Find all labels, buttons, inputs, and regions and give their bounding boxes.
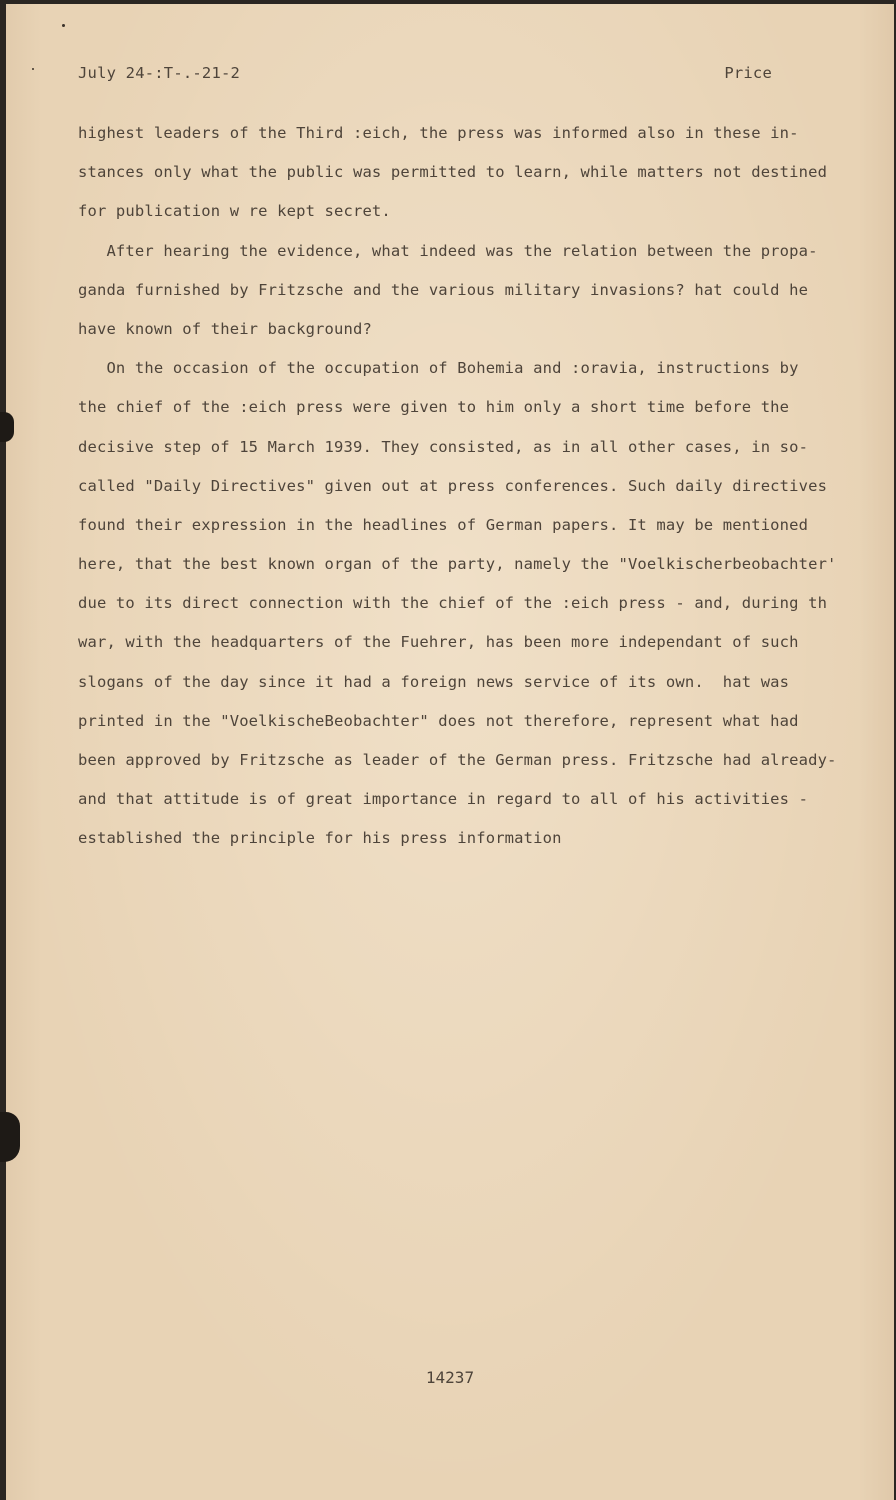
- text-line: have known of their background?: [78, 319, 372, 338]
- text-line: established the principle for his press information: [78, 829, 562, 848]
- text-line: highest leaders of the Third :eich, the press was informed also in these in-: [78, 124, 799, 142]
- text-line: found their expression in the headlines of German papers. It may be mentioned: [78, 515, 809, 534]
- text-line: stances only what the public was permitted to learn, while matters not destined: [78, 163, 828, 182]
- text-line: printed in the "VoelkischeBeobachter" does not therefore, represent what had: [78, 711, 799, 730]
- text-line: After hearing the evidence, what indeed was the relation between the propa-: [78, 241, 818, 260]
- ink-speck: [32, 68, 34, 70]
- text-line: been approved by Fritzsche as leader of the German press. Fritzsche had already-: [78, 751, 837, 769]
- text-line: here, that the best known organ of the party, namely the "Voelkischerbeobachter': [78, 555, 837, 574]
- text-line: decisive step of 15 March 1939. They consisted, as in all other cases, in so-: [78, 437, 809, 456]
- binder-hole-mark: [0, 1112, 20, 1162]
- text-line: ganda furnished by Fritzsche and the various military invasions? hat could he: [78, 280, 809, 299]
- header-date-ref: July 24-:T-.-21-2: [78, 64, 241, 82]
- text-line: slogans of the day since it had a foreign news service of its own. hat was: [78, 672, 790, 691]
- transcript-body: [78, 120, 846, 865]
- text-line: called "Daily Directives" given out at press conferences. Such daily directives: [78, 476, 828, 495]
- text-line: the chief of the :eich press were given to him only a short time before the: [78, 398, 790, 417]
- text-line: due to its direct connection with the chief of the :eich press - and, during th: [78, 594, 828, 613]
- text-line: On the occasion of the occupation of Bohemia and :oravia, instructions by: [78, 359, 799, 378]
- page-header: [78, 64, 772, 88]
- text-line: for publication w re kept secret.: [78, 202, 391, 221]
- document-page: [6, 4, 894, 1500]
- ink-speck: [62, 24, 65, 27]
- header-speaker: Price: [724, 64, 772, 82]
- binder-hole-mark: [0, 412, 14, 442]
- text-line: and that attitude is of great importance in regard to all of his activities -: [78, 790, 809, 809]
- text-line: war, with the headquarters of the Fuehrer, has been more independant of such: [78, 633, 799, 652]
- page-number: 14237: [425, 1368, 475, 1387]
